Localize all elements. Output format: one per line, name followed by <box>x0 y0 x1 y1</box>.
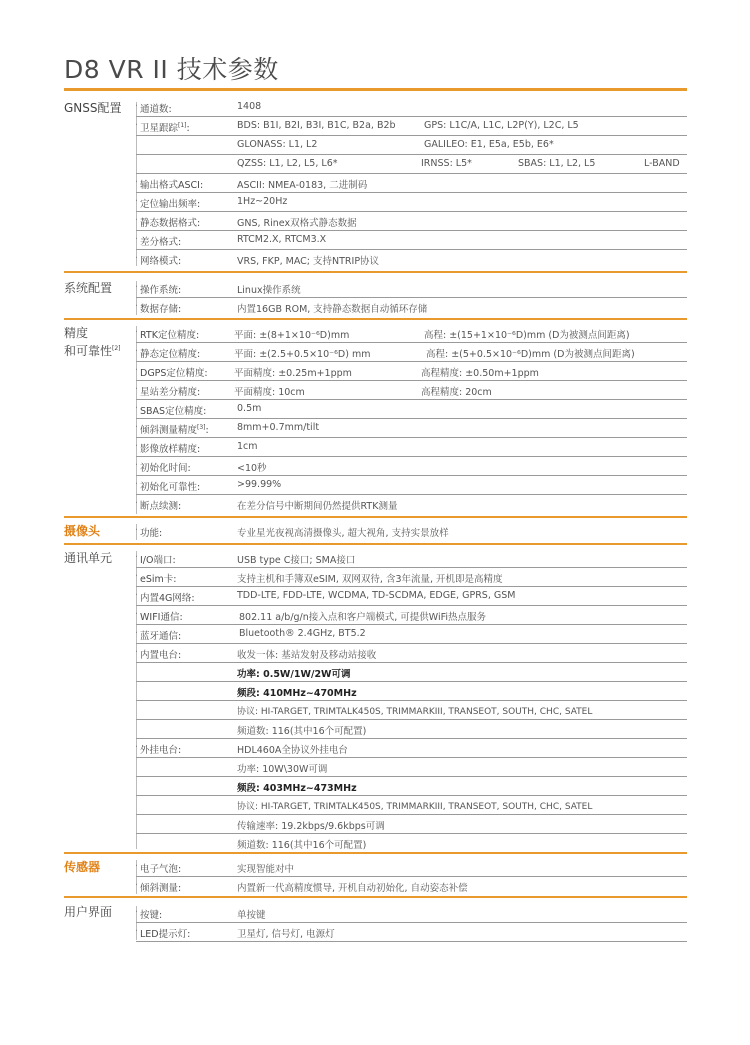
spec-value-bds: BDS: B1I, B2I, B3I, B1C, B2a, B2b <box>237 120 396 131</box>
spec-label: · LED提示灯: <box>140 926 190 940</box>
spec-label: · 输出格式ASCI: <box>140 177 203 191</box>
spec-label: · 通道数: <box>140 101 172 115</box>
section-gnss <box>64 98 687 270</box>
spec-row-rtk <box>136 324 687 343</box>
section-divider <box>64 318 687 320</box>
spec-row-ext-power <box>136 758 687 777</box>
spec-label: · 星站差分精度: <box>140 384 200 398</box>
spec-row-net <box>136 250 687 269</box>
section-camera <box>64 516 687 544</box>
spec-label: · eSim卡: <box>140 571 176 585</box>
spec-label: · 倾斜测量精度[3]: <box>140 422 209 436</box>
spec-row-sbas <box>136 400 687 419</box>
spec-value: TDD-LTE, FDD-LTE, WCDMA, TD-SCDMA, EDGE, GPRS, GSM <box>237 590 516 601</box>
spec-row-diff <box>136 231 687 250</box>
spec-value-vertical: 高程精度: ±0.50m+1ppm <box>421 368 539 379</box>
spec-label: · 电子气泡: <box>140 861 181 875</box>
spec-value: 协议: HI-TARGET, TRIMTALK450S, TRIMMARKIII, TRANSEOT, SOUTH, CHC, SATEL <box>237 707 593 717</box>
spec-value-galileo: GALILEO: E1, E5a, E5b, E6* <box>424 139 554 150</box>
section-sensor <box>64 852 687 898</box>
spec-row-wifi <box>136 606 687 625</box>
title-divider <box>64 88 687 91</box>
spec-row-ext-channels <box>136 834 687 853</box>
spec-row-led <box>136 923 687 942</box>
spec-value: VRS, FKP, MAC; 支持NTRIP协议 <box>237 256 380 267</box>
spec-row-radio-channels <box>136 720 687 739</box>
spec-label: · RTK定位精度: <box>140 327 199 341</box>
section-system <box>64 271 687 319</box>
spec-label: · 按键: <box>140 907 162 921</box>
section-title-accuracy-2: 和可靠性[2] <box>64 344 121 358</box>
spec-value: 0.5m <box>237 403 262 414</box>
spec-label: · 外挂电台: <box>140 742 181 756</box>
spec-label: · 功能: <box>140 525 162 539</box>
spec-value-horizontal: 平面: ±(8+1×10⁻⁶D)mm <box>234 330 350 341</box>
spec-row-tracking <box>136 117 687 136</box>
spec-row-reliability <box>136 476 687 495</box>
spec-label: · 定位输出频率: <box>140 196 200 210</box>
spec-label: · 初始化可靠性: <box>140 479 200 493</box>
section-divider <box>64 543 687 545</box>
spec-value: 内置新一代高精度惯导, 开机自动初始化, 自动姿态补偿 <box>237 883 468 894</box>
spec-row-channels <box>136 98 687 117</box>
spec-row-ext-radio <box>136 739 687 758</box>
spec-label: · 静态数据格式: <box>140 215 200 229</box>
spec-row-sbd <box>136 381 687 400</box>
spec-row-continue <box>136 495 687 514</box>
spec-value: 实现智能对中 <box>237 864 295 875</box>
spec-label: · 初始化时间: <box>140 460 191 474</box>
spec-row-static-acc <box>136 343 687 362</box>
spec-label: · 内置4G网络: <box>140 590 195 604</box>
spec-label: · 卫星跟踪[1]: <box>140 120 190 134</box>
section-divider <box>64 896 687 898</box>
spec-value-vertical: 高程: ±(5+0.5×10⁻⁶D)mm (D为被测点间距离) <box>426 349 635 360</box>
spec-row-tilt <box>136 419 687 438</box>
spec-value: 专业星光夜视高清摄像头, 超大视角, 支持实景放样 <box>237 528 449 539</box>
spec-row-tracking-2 <box>136 136 687 155</box>
spec-value: 收发一体: 基站发射及移动站接收 <box>237 650 377 661</box>
spec-row-image <box>136 438 687 457</box>
spec-label: · 倾斜测量: <box>140 880 181 894</box>
spec-value-vertical: 高程: ±(15+1×10⁻⁶D)mm (D为被测点间距离) <box>424 330 630 341</box>
section-title-sensor: 传感器 <box>64 860 101 874</box>
spec-value: 频段: 403MHz~473MHz <box>237 783 357 794</box>
spec-value: >99.99% <box>237 479 282 490</box>
spec-label: · 差分格式: <box>140 234 181 248</box>
spec-row-ascii <box>136 174 687 193</box>
spec-value: 功率: 0.5W/1W/2W可调 <box>237 669 351 680</box>
spec-label: · 蓝牙通信: <box>140 628 181 642</box>
spec-value: 传输速率: 19.2kbps/9.6kbps可调 <box>237 821 385 832</box>
spec-label: · 影像放样精度: <box>140 441 200 455</box>
spec-value: 功率: 10W\30W可调 <box>237 764 328 775</box>
spec-value-horizontal: 平面精度: ±0.25m+1ppm <box>234 368 352 379</box>
spec-label: · I/O端口: <box>140 552 176 566</box>
spec-value: 支持主机和手簿双eSIM, 双网双待, 含3年流量, 开机即是高精度 <box>237 574 503 585</box>
spec-row-io <box>136 549 687 568</box>
section-title-camera: 摄像头 <box>64 524 101 538</box>
page-title: D8 VR II 技术参数 <box>64 55 279 84</box>
spec-value: 1408 <box>237 101 262 112</box>
spec-value: 频道数: 116(其中16个可配置) <box>237 840 367 851</box>
section-title-gnss: GNSS配置 <box>64 101 122 115</box>
spec-row-key <box>136 904 687 923</box>
spec-row-storage <box>136 298 687 317</box>
spec-value: 8mm+0.7mm/tilt <box>237 422 320 433</box>
section-divider <box>64 852 687 854</box>
spec-row-esim <box>136 568 687 587</box>
spec-value-vertical: 高程精度: 20cm <box>421 387 492 398</box>
spec-value: 1Hz~20Hz <box>237 196 288 207</box>
spec-value: RTCM2.X, RTCM3.X <box>237 234 327 245</box>
spec-value: 卫星灯, 信号灯, 电源灯 <box>237 929 335 940</box>
spec-row-rate <box>136 193 687 212</box>
spec-value-horizontal: 平面: ±(2.5+0.5×10⁻⁶D) mm <box>234 349 371 360</box>
spec-label: · SBAS定位精度: <box>140 403 206 417</box>
spec-value-gps: GPS: L1C/A, L1C, L2P(Y), L2C, L5 <box>424 120 579 131</box>
spec-label: · 操作系统: <box>140 282 181 296</box>
section-ui <box>64 896 687 946</box>
spec-label: · DGPS定位精度: <box>140 365 208 379</box>
section-comm <box>64 543 687 853</box>
spec-row-radio-protocol <box>136 701 687 720</box>
spec-value: 802.11 a/b/g/n接入点和客户端模式, 可提供WiFi热点服务 <box>239 612 487 623</box>
spec-value: 频段: 410MHz~470MHz <box>237 688 357 699</box>
spec-value: 在差分信号中断期间仍然提供RTK测量 <box>237 501 398 512</box>
section-accuracy <box>64 318 687 518</box>
spec-value-sbas: SBAS: L1, L2, L5 <box>518 158 596 169</box>
spec-label: · 内置电台: <box>140 647 181 661</box>
spec-value-qzss: QZSS: L1, L2, L5, L6* <box>237 158 338 169</box>
spec-value-glonass: GLONASS: L1, L2 <box>237 139 318 150</box>
spec-value: <10秒 <box>237 463 267 474</box>
section-title-ui: 用户界面 <box>64 905 113 919</box>
spec-value: 频道数: 116(其中16个可配置) <box>237 726 367 737</box>
section-divider <box>64 271 687 273</box>
spec-row-dgps <box>136 362 687 381</box>
spec-row-bluetooth <box>136 625 687 644</box>
spec-label: · WIFI通信: <box>140 609 183 623</box>
spec-value-lband: L-BAND <box>644 158 680 169</box>
spec-row-bubble <box>136 858 687 877</box>
spec-value: 单按键 <box>237 910 266 921</box>
spec-label: · 静态定位精度: <box>140 346 200 360</box>
spec-value: ASCII: NMEA-0183, 二进制码 <box>237 180 368 191</box>
spec-value: 协议: HI-TARGET, TRIMTALK450S, TRIMMARKIII, TRANSEOT, SOUTH, CHC, SATEL <box>237 802 593 812</box>
spec-value: 内置16GB ROM, 支持静态数据自动循环存储 <box>237 304 428 315</box>
section-divider <box>64 516 687 518</box>
spec-row-tracking-3 <box>136 155 687 174</box>
spec-row-ext-protocol <box>136 796 687 815</box>
spec-row-static <box>136 212 687 231</box>
spec-value: Bluetooth® 2.4GHz, BT5.2 <box>239 628 366 639</box>
spec-row-os <box>136 279 687 298</box>
spec-row-camera <box>136 522 687 541</box>
spec-value: HDL460A全协议外挂电台 <box>237 745 348 756</box>
spec-row-tilt-sensor <box>136 877 687 896</box>
section-title-accuracy: 精度 <box>64 326 89 340</box>
spec-label: · 数据存储: <box>140 301 181 315</box>
spec-row-radio-power <box>136 663 687 682</box>
spec-row-ext-band <box>136 777 687 796</box>
spec-value-horizontal: 平面精度: 10cm <box>234 387 305 398</box>
spec-label: · 网络模式: <box>140 253 181 267</box>
spec-row-radio-band <box>136 682 687 701</box>
spec-value: GNS, Rinex双格式静态数据 <box>237 218 357 229</box>
spec-label: · 断点续测: <box>140 498 181 512</box>
section-title-comm: 通讯单元 <box>64 551 113 565</box>
spec-row-ext-speed <box>136 815 687 834</box>
spec-row-init <box>136 457 687 476</box>
spec-value: 1cm <box>237 441 258 452</box>
spec-row-4g <box>136 587 687 606</box>
spec-value-irnss: IRNSS: L5* <box>421 158 472 169</box>
spec-value: Linux操作系统 <box>237 285 301 296</box>
spec-row-radio <box>136 644 687 663</box>
spec-value: USB type C接口; SMA接口 <box>237 555 356 566</box>
section-title-system: 系统配置 <box>64 281 113 295</box>
